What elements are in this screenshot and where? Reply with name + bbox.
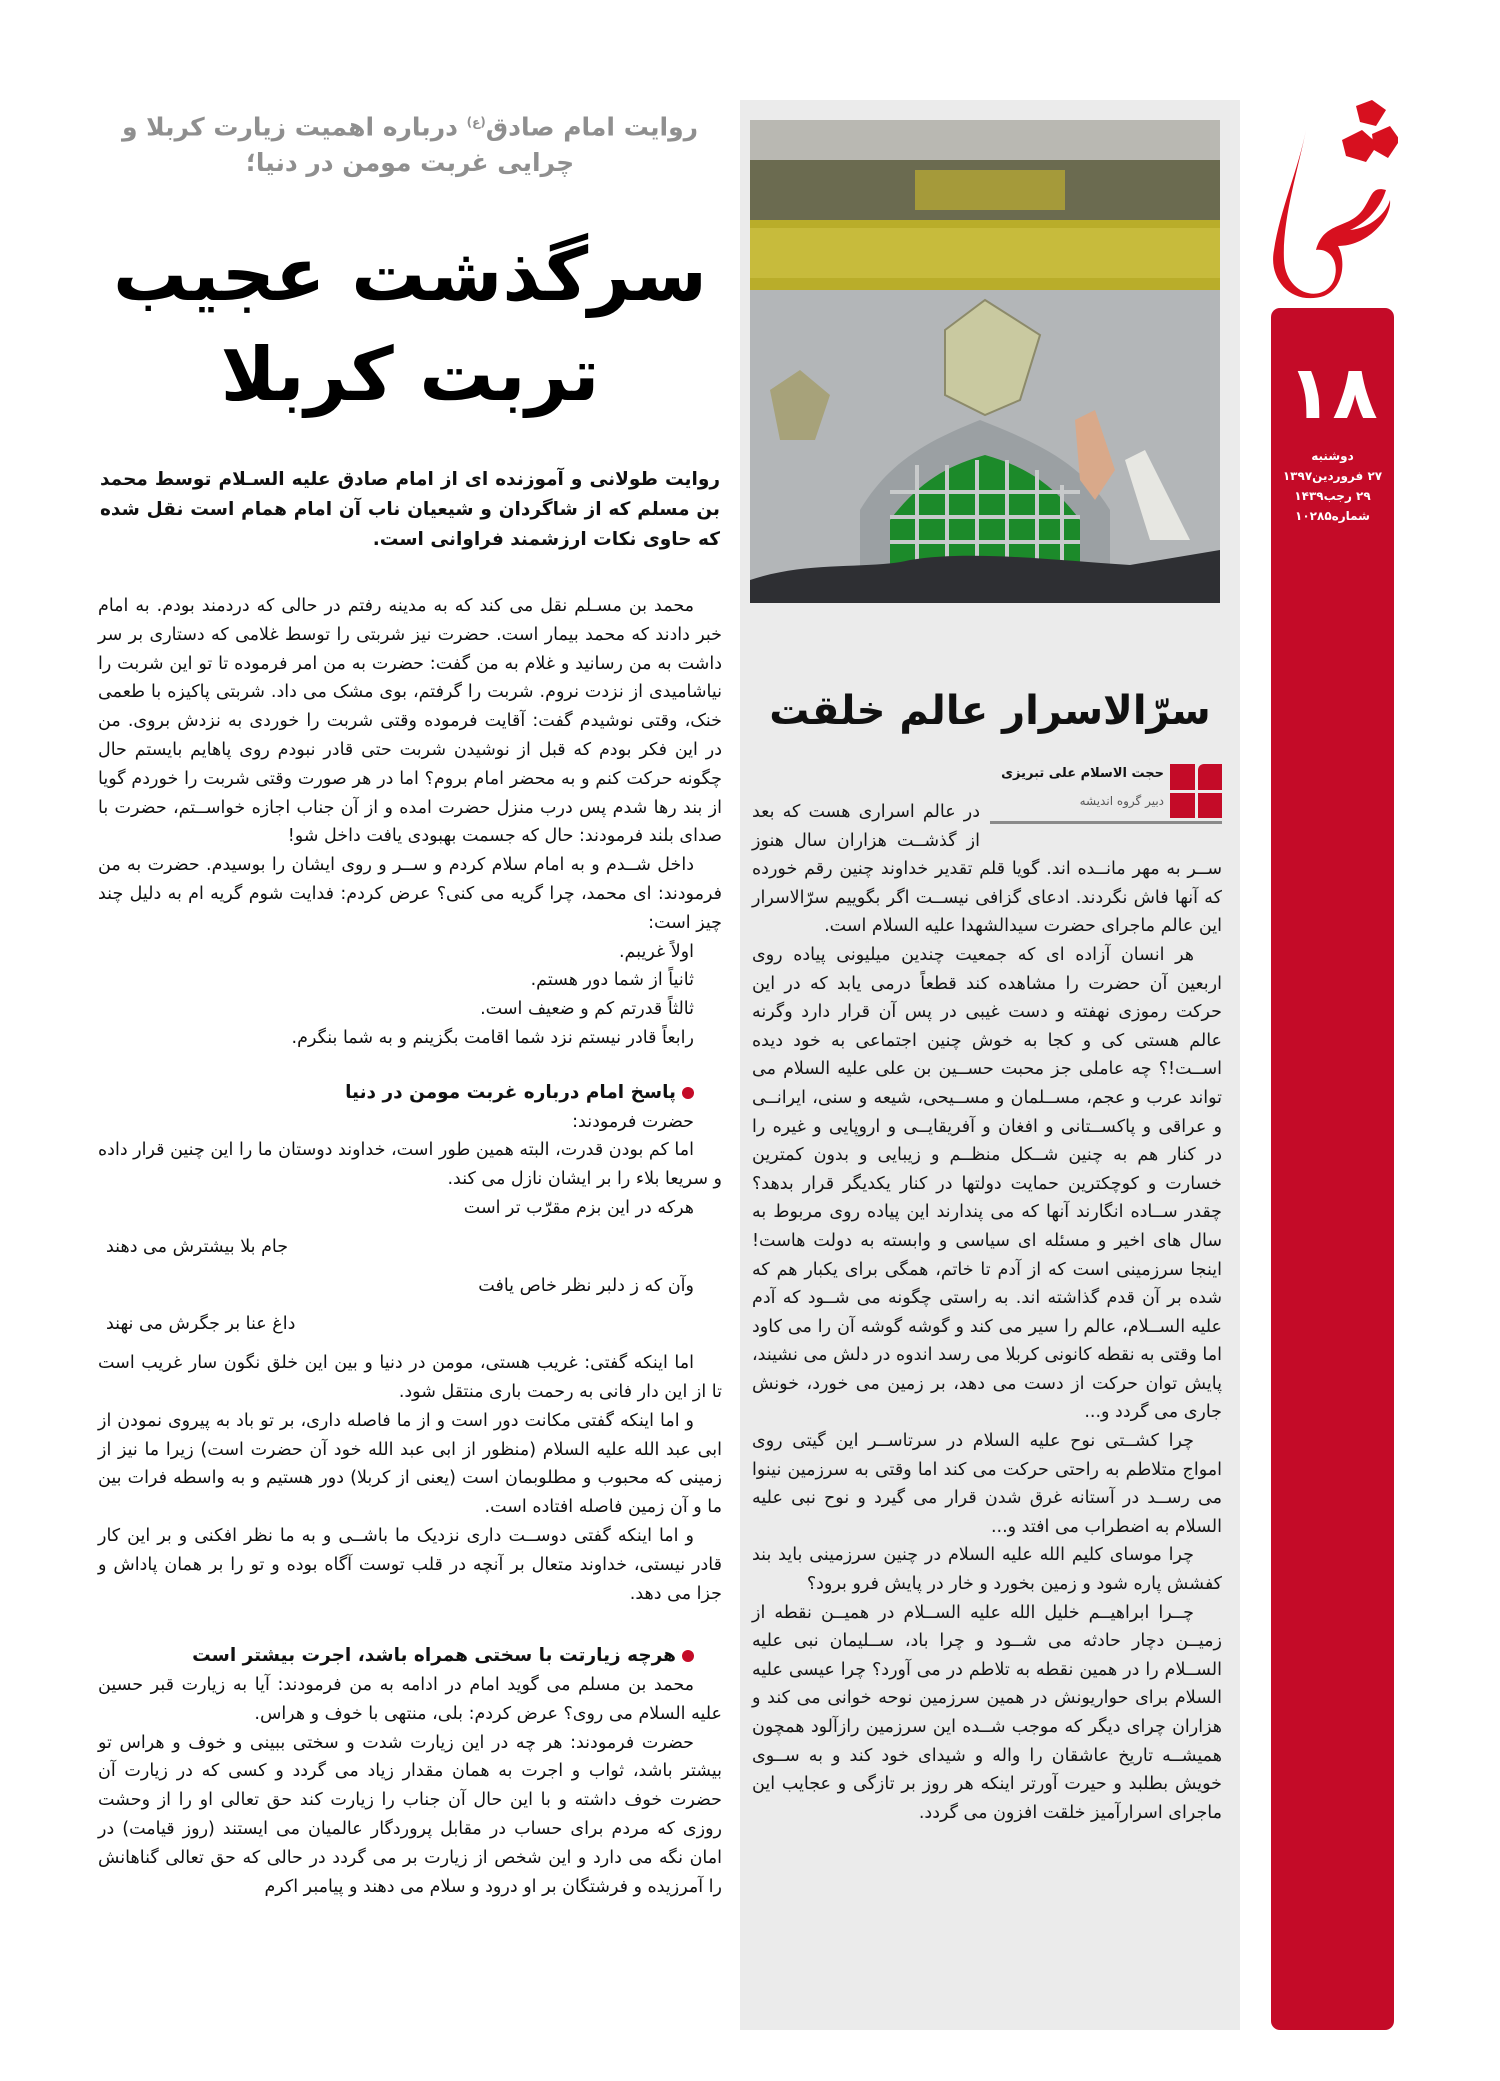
page-number: ۱۸ — [1287, 350, 1378, 436]
date-lunar: ۲۹ رجب۱۴۳۹ — [1294, 489, 1371, 503]
bullet-dot-icon — [682, 1087, 694, 1099]
reason-item: ثالثاً قدرتم کم و ضعیف است. — [480, 999, 694, 1020]
body-paragraph: داخل شــدم و به امام سلام کردم و ســر و روی ایشان را بوسیدم. حضرت به من فرمودند: ای محمد، چرا گریه می کنی؟ عرض کردم: فدایت شوم گریه ام به دلیل چند چیز است: — [98, 855, 722, 933]
article-lead: روایت طولانی و آموزنده ای از امام صادق علیه السـلام توسط محمد بن مسلم که از شاگردان و شیعیان ناب آن امام همام است نقل شده که حاوی نکات ارزشمند فراوانی است. — [100, 469, 720, 550]
body-paragraph: حضرت فرمودند: — [572, 1111, 694, 1132]
body-paragraph: و اما اینکه گفتی مکانت دور است و از ما فاصله داری، بر تو باد به پیروی نمودن از ابی عبد الله علیه السلام (منظور از ابی عبد الله خود آن حضرت است) زیرا ما نیز از زمینی که محبوب و مطلوبمان است (یعنی از کربلا) دور هستیم و به واسطه فرات بین ما و آن زمین فاصله افتاده است. — [98, 1410, 722, 1518]
sidebar-paragraph: چرا کشــتی نوح علیه السلام در سرتاســر این گیتی روی امواج متلاطم به راحتی حرکت می کند اما وقتی به سرزمین نینوا می رســد در آستانه غرق شدن قرار می گیرد و نوح نبی علیه السلام به اضطراب می افتد و... — [752, 1431, 1222, 1537]
verse-line: هرکه در این بزم مقرّب تر است — [463, 1197, 694, 1218]
author-role: دبیر گروه اندیشه — [1079, 794, 1164, 808]
sidebar-paragraph: در عالم اسراری هست که بعد از گذشــت هزاران سال هنوز ســر به مهر مانــده اند. گویا قلم تقدیر خداوند چنین رقم خورده که آنها فاش نگردند. ادعای گزافی نیســت اگر بگوییم سرّالاسرار این عالم ماجرای حضرت سیدالشهدا علیه السلام است. — [752, 802, 1222, 937]
headline-line-2: تربت کربلا — [220, 332, 600, 418]
section-heading: پاسخ امام درباره غربت مومن در دنیا — [98, 1079, 722, 1108]
sidebar-body — [752, 770, 1222, 1827]
verse-line: جام بلا بیشترش می دهند — [106, 1236, 289, 1257]
sidebar-paragraph: چرا موسای کلیم الله علیه السلام در چنین سرزمینی باید بند کفشش پاره شود و زمین بخورد و خار در پایش فرو برود؟ — [752, 1545, 1222, 1595]
shoma-logo-icon — [1268, 100, 1398, 305]
reason-item: ثانیاً از شما دور هستم. — [530, 970, 694, 991]
article-kicker: روایت امام صادق$^{(ع)}$ درباره اهمیت زیارت کربلا و چرایی غربت مومن در دنیا؛ — [121, 112, 699, 178]
body-paragraph: اما اینکه گفتی: غریب هستی، مومن در دنیا و بین این خلق نگون سار غریب است تا از این دار فانی به رحمت باری منتقل شود. — [98, 1353, 722, 1402]
sidebar-paragraph: هر انسان آزاده ای که جمعیت چندین میلیونی پیاده روی اربعین آن حضرت را مشاهده کند قطعاً درمی یابد که در این حرکت رموزی نهفته و دست غیبی در پس آن قرار دارد وگرنه عالم هستی کی و کجا به خوش چنین اجتماعی به خود دیده اســت!؟ چه عاملی جز محبت حســین بن علی علیه السلام می تواند عرب و عجم، مســلمان و مســیحی، شیعه و سنی، ایرانــی و عراقی و پاکســتانی و افغان و آفریقایــی و اروپایی و غیره را در کنار هم به چنین شــکل منظــم و زیبایی و بدون کمترین خسارت و کوچکترین حمایت دولتها در کنار یکدیگر قرار بدهد؟ چقدر ســاده انگارند آنها که می پندارند این پیاده روی مربوط به سال های اخیر و مسئله ای سیاسی و وابسته به دولت هاست! اینجا سرزمینی است که از آدم تا خاتم، همگی برای یکبار هم که شده بر آن قدم گذاشته اند. به راستی چگونه می شــود که آدم علیه الســلام، عالم را سیر می کند و گوشه گوشه آن را می کاود اما وقتی به نقطه کانونی کربلا می رسد اندوه در دلش می نشیند، پایش توان حرکت از دست می دهد، بر زمین می خورد، خونش جاری می گردد و... — [752, 944, 1222, 1423]
headline-line-1: سرگذشت عجیب — [113, 232, 707, 318]
issue-info-bar — [1271, 308, 1394, 2030]
article-headline — [100, 225, 720, 425]
shrine-photo — [750, 120, 1220, 603]
bullet-dot-icon — [682, 1650, 694, 1662]
sidebar-title: سرّالاسرار عالم خلقت — [769, 688, 1211, 734]
body-paragraph: محمد بن مسـلم نقل می کند که به مدینه رفتم در حالی که دردمند بودم. به امام خبر دادند که محمد بیمار است. حضرت نیز شربتی را توسط غلامی که دستاری بر سر داشت به من رسانید و غلام به من گفت: حضرت به من امر فرموده تا تو این شربت را نیاشامیدی از نزدت نروم. شربت را گرفتم، بوی مشک می داد. شربتی پاکیزه با طعمی خنک، وقتی نوشیدم گفت: آقایت فرموده وقتی شربت را خوردی به نزدش بروی. من در این فکر بودم که قبل از نوشیدن شربت حتی قادر نبودم روی پاهایم بایستم حال چگونه حرکت کنم و به محضر امام بروم؟ اما در هر صورت وقتی شربت را خوردم گویا از بند رها شدم پس درب منزل حضرت امده و از آن جناب اجازه خواســتم، حضرت با صدای بلند فرمودند: حال که جسمت بهبودی یافت داخل شو! — [98, 596, 722, 847]
body-paragraph: محمد بن مسلم می گوید امام در ادامه به من فرمودند: آیا به زیارت قبر حسین علیه السلام می روی؟ عرض کردم: بلی، منتهی با خوف و هراس. — [98, 1675, 722, 1724]
body-paragraph: اما کم بودن قدرت، البته همین طور است، خداوند دوستان ما را این چنین قرار داده و سریعا بلاء را بر ایشان نازل می کند. — [98, 1140, 722, 1190]
weekday: دوشنبه — [1311, 449, 1354, 463]
author-name: حجت الاسلام علی تبریزی — [1001, 766, 1164, 781]
verse-line: داغ عنا بر جگرش می نهند — [106, 1314, 296, 1335]
sidebar-paragraph: چــرا ابراهیــم خلیل الله علیه الســلام در همیــن نقطه از زمیــن دچار حادثه می شــود و چرا باد، ســلیمان نبی علیه الســلام را در همین نقطه به تلاطم در می آورد؟ چرا عیسی علیه السلام برای حواریونش در همین سرزمین نوحه خوانی می کند و هزاران چرای دیگر که موجب شــده این سرزمین رازآلود همچون همیشــه تاریخ عاشقان را واله و شیدای خود کند و به ســوی خویش بطلبد و حیرت آورتر اینکه هر روز بر تازگی و عجایب این ماجرای اسرارآمیز خلقت افزون می گردد. — [752, 1602, 1222, 1823]
section-heading: هرچه زیارتت با سختی همراه باشد، اجرت بیشتر است — [98, 1642, 722, 1671]
reason-item: رابعاً قادر نیستم نزد شما اقامت بگزینم و به شما بنگرم. — [291, 1027, 694, 1048]
body-paragraph: حضرت فرمودند: هر چه در این زیارت شدت و سختی ببینی و خوف و هراس تو بیشتر باشد، ثواب و اجرت به همان مقدار زیاد می گردد و کسی که در زیارت آن حضرت خوف داشته و با این حال آن جناب را زیارت کند حق تعالی او را از وحشت روزی که مردم برای حساب در مقابل پروردگار عالمیان می ایستند (روز قیامت) در امان نگه می دارد و این شخص از زیارت بر می گردد در حالی که حق تعالی گناهانش را آمرزیده و فرشتگان بر او درود و سلام می دهند و پیامبر اکرم — [98, 1732, 722, 1897]
verse-line: وآن که ز دلبر نظر خاص یافت — [478, 1275, 694, 1296]
reason-item: اولاً غریبم. — [618, 941, 694, 962]
article-body — [98, 592, 722, 1901]
byline-float-spacer — [980, 770, 1222, 838]
issue-number: شماره۱۰۲۸۵ — [1295, 509, 1370, 523]
body-paragraph: و اما اینکه گفتی دوســت داری نزدیک ما باشــی و به ما نظر افکنی و بر این کار قادر نیستی، خداوند متعال بر آنچه در قلب توست آگاه بوده و تو را بر همان پاداش و جزا می دهد. — [98, 1525, 722, 1604]
date-solar: ۲۷ فروردین۱۳۹۷ — [1282, 469, 1383, 483]
